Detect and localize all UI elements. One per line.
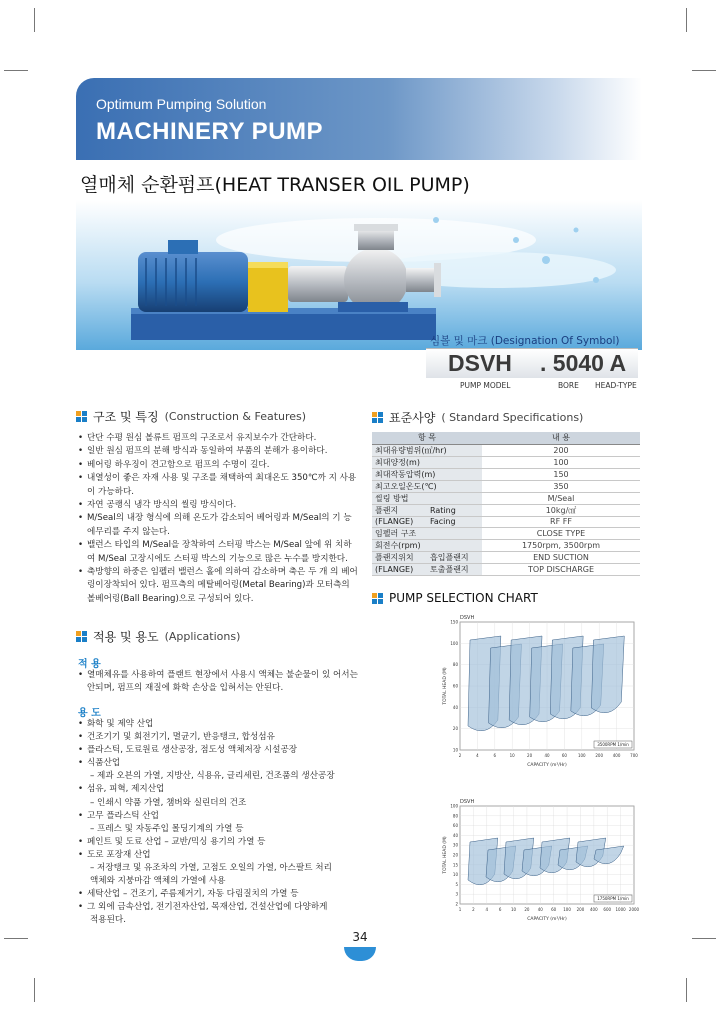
use-list bbox=[78, 718, 368, 928]
spec-heading-en: ( Standard Specifications) bbox=[441, 411, 584, 424]
x-tick-label: 10 bbox=[510, 907, 517, 912]
chart-svg bbox=[440, 612, 640, 772]
spec-key: (FLANGE) bbox=[372, 564, 427, 576]
x-tick-label: 1000 bbox=[615, 907, 626, 912]
list-item: • 단단 수평 원심 볼류트 펌프의 구조로서 유지보수가 간단하다. bbox=[78, 432, 358, 445]
x-tick-label: 400 bbox=[590, 907, 598, 912]
list-item: • 식품산업 bbox=[78, 757, 368, 770]
list-item: – 저장탱크 및 유조차의 가열, 고점도 오일의 가열, 아스팔트 처리 bbox=[90, 863, 332, 874]
chart-svg bbox=[440, 796, 640, 926]
list-item: 액체와 지붕마감 액체의 가열에 사용 bbox=[90, 876, 226, 887]
spec-value: END SUCTION bbox=[482, 552, 640, 564]
list-item: – 프레스 및 자동주입 몰딩기계의 가열 등 bbox=[90, 823, 244, 834]
y-tick-label: 20 bbox=[452, 852, 458, 858]
x-tick-label: 4 bbox=[476, 753, 479, 758]
list-item: • 플라스틱, 도료원료 생산공장, 점도성 액체저장 시설공장 bbox=[78, 744, 368, 757]
selection-chart-3500 bbox=[440, 612, 640, 772]
table-row bbox=[372, 444, 640, 456]
table-row bbox=[372, 516, 640, 528]
list-item: • 섬유, 피혁, 제지산업 bbox=[78, 783, 368, 796]
spec-subkey: 토출플랜지 bbox=[427, 564, 482, 576]
applications-heading-en: (Applications) bbox=[164, 630, 241, 643]
list-item: • 고무 플라스틱 산업 bbox=[78, 810, 368, 823]
label-pump-model: PUMP MODEL bbox=[460, 381, 511, 390]
crop-mark bbox=[34, 8, 35, 32]
x-tick-label: 100 bbox=[563, 907, 571, 912]
selection-heading: PUMP SELECTION CHART bbox=[389, 591, 538, 605]
designation-bore: . 5040 A bbox=[540, 350, 627, 376]
y-tick-label: 10 bbox=[452, 747, 458, 753]
section-spec-heading bbox=[372, 409, 583, 426]
list-item: • 화학 및 제약 산업 bbox=[78, 718, 368, 731]
y-tick-label: 10 bbox=[452, 872, 458, 878]
table-row bbox=[372, 540, 640, 552]
spec-key: 플랜지 bbox=[372, 504, 427, 516]
spec-value: 150 bbox=[482, 468, 640, 480]
use-title: 용 도 bbox=[78, 708, 101, 719]
spec-value: 350 bbox=[482, 480, 640, 492]
y-tick-label: 40 bbox=[452, 832, 458, 838]
x-tick-label: 40 bbox=[544, 753, 550, 758]
header-title: MACHINERY PUMP bbox=[96, 118, 324, 145]
list-item: • 세탁산업 – 건조기, 주름제거기, 자동 다림질치의 가열 등 bbox=[78, 888, 368, 901]
x-tick-label: 10 bbox=[509, 753, 515, 758]
crop-mark bbox=[4, 70, 28, 71]
apply-title: 적 용 bbox=[78, 659, 101, 670]
table-row bbox=[372, 528, 640, 540]
section-marker-icon bbox=[372, 412, 383, 423]
section-marker-icon bbox=[76, 411, 87, 422]
list-item: • 내열성이 좋은 자재 사용 및 구조를 채택하여 최대온도 350℃까 지 사용이 가능하다. bbox=[78, 472, 358, 499]
x-tick-label: 6 bbox=[493, 753, 497, 758]
section-marker-icon bbox=[76, 631, 87, 642]
construction-list bbox=[78, 432, 358, 606]
chart-title: DSVH bbox=[460, 799, 475, 805]
y-tick-label: 100 bbox=[450, 803, 458, 809]
list-item: • 도로 포장재 산업 bbox=[78, 849, 368, 862]
crop-mark bbox=[34, 978, 35, 1002]
table-row bbox=[372, 552, 640, 564]
spec-key: 최대유량범위(㎥/hr) bbox=[372, 444, 482, 456]
spec-value: 1750rpm, 3500rpm bbox=[482, 540, 640, 552]
list-item: • 그 외에 금속산업, 전기전자산업, 목재산업, 건설산업에 다양하게 bbox=[78, 901, 368, 914]
spec-key: (FLANGE) bbox=[372, 516, 427, 528]
list-item: • 건조기기 및 회전기기, 멸균기, 반응탱크, 합성섬유 bbox=[78, 731, 368, 744]
list-item: • 베어링 하우징이 견고함으로 펌프의 수명이 길다. bbox=[78, 459, 358, 472]
table-row bbox=[372, 480, 640, 492]
spec-table bbox=[372, 432, 640, 576]
section-applications-heading bbox=[76, 628, 240, 645]
label-head-type: HEAD-TYPE bbox=[595, 381, 637, 390]
speed-label: 1750RPM 1/min bbox=[597, 896, 629, 901]
list-item: • 축방향의 하중은 임펠러 밸런스 홀에 의하여 감소하며 축은 두 개 의 베어링이장착되어 있다. 펌프측의 메탈베어링(Metal Bearing)과 모터측의 볼베어링(Ball Bearing)으로 구성되어 있다. bbox=[78, 566, 358, 606]
y-tick-label: 20 bbox=[452, 726, 458, 732]
section-marker-icon bbox=[372, 593, 383, 604]
crop-mark bbox=[686, 8, 687, 32]
speed-label: 3500RPM 1/min bbox=[597, 742, 629, 747]
y-tick-label: 3 bbox=[455, 891, 458, 897]
x-tick-label: 40 bbox=[537, 907, 543, 912]
product-title: 열매체 순환펌프(HEAT TRANSER OIL PUMP) bbox=[80, 174, 470, 196]
y-tick-label: 60 bbox=[452, 823, 458, 829]
x-tick-label: 20 bbox=[524, 907, 530, 912]
table-row bbox=[372, 492, 640, 504]
spec-subkey: Facing bbox=[427, 516, 482, 528]
table-row bbox=[372, 468, 640, 480]
performance-region bbox=[591, 636, 624, 713]
list-item: • 자연 공랭식 냉각 방식의 씰링 방식이다. bbox=[78, 499, 358, 512]
y-tick-label: 5 bbox=[455, 881, 458, 887]
spec-value: 200 bbox=[482, 444, 640, 456]
crop-mark bbox=[686, 978, 687, 1002]
x-tick-label: 400 bbox=[612, 753, 621, 758]
list-item: • M/Seal의 내장 형식에 의해 온도가 감소되어 베어링과 M/Seal의 기 능에무리를 주지 않는다. bbox=[78, 512, 358, 539]
table-row bbox=[372, 504, 640, 516]
designation-title: 심볼 및 마크 (Designation Of Symbol) bbox=[430, 335, 620, 347]
spec-subkey: 흡입플랜지 bbox=[427, 552, 482, 564]
x-tick-label: 2 bbox=[472, 907, 475, 912]
construction-heading-en: (Construction & Features) bbox=[164, 410, 307, 423]
x-axis-label: CAPACITY (m³/Hr) bbox=[527, 917, 567, 922]
list-item: • 밸런스 타입의 M/Seal을 장착하여 스터핑 박스는 M/Seal 앞에 위 치하여 M/Seal 고장시에도 스터핑 박스의 기능으로 많은 누수를 방지한다. bbox=[78, 539, 358, 566]
y-tick-label: 30 bbox=[452, 842, 458, 848]
pump-illustration bbox=[76, 200, 642, 350]
spec-value: M/Seal bbox=[482, 492, 640, 504]
spec-key: 임펠러 구조 bbox=[372, 528, 482, 540]
x-tick-label: 60 bbox=[551, 907, 557, 912]
spec-subkey: Rating bbox=[427, 504, 482, 516]
selection-chart-1750 bbox=[440, 796, 640, 926]
y-tick-label: 100 bbox=[450, 640, 458, 646]
crop-mark bbox=[692, 938, 716, 939]
pump-photo bbox=[76, 200, 642, 350]
y-tick-label: 40 bbox=[452, 704, 458, 710]
spec-header-content: 내 용 bbox=[482, 432, 640, 444]
x-axis-label: CAPACITY (m³/Hr) bbox=[527, 763, 567, 768]
x-tick-label: 2000 bbox=[628, 907, 640, 912]
x-tick-label: 700 bbox=[630, 753, 638, 758]
y-axis-label: TOTAL HEAD (M) bbox=[443, 836, 448, 874]
x-tick-label: 200 bbox=[576, 907, 585, 912]
spec-key: 최대작동압력(m) bbox=[372, 468, 482, 480]
table-row bbox=[372, 564, 640, 576]
y-tick-label: 80 bbox=[452, 813, 458, 819]
list-item: • 페인트 및 도료 산업 – 교반/믹싱 용기의 가열 등 bbox=[78, 836, 368, 849]
x-tick-label: 2 bbox=[458, 753, 462, 758]
x-tick-label: 100 bbox=[577, 753, 586, 758]
applications-heading-ko: 적용 및 용도 bbox=[93, 630, 159, 644]
spec-key: 씰링 방법 bbox=[372, 492, 482, 504]
spec-header-item: 항 목 bbox=[372, 432, 482, 444]
spec-value: CLOSE TYPE bbox=[482, 528, 640, 540]
list-item: 적용된다. bbox=[90, 915, 126, 926]
x-tick-label: 20 bbox=[527, 753, 533, 758]
section-construction-heading bbox=[76, 408, 306, 425]
header-banner bbox=[76, 78, 642, 160]
spec-value: TOP DISCHARGE bbox=[482, 564, 640, 576]
x-tick-label: 600 bbox=[603, 907, 612, 912]
spec-heading-ko: 표준사양 bbox=[389, 411, 436, 425]
y-tick-label: 80 bbox=[452, 662, 458, 668]
page-tab bbox=[344, 947, 376, 961]
x-tick-label: 200 bbox=[595, 753, 604, 758]
crop-mark bbox=[4, 938, 28, 939]
x-tick-label: 4 bbox=[485, 907, 489, 912]
construction-heading-ko: 구조 및 특징 bbox=[93, 410, 159, 424]
spec-value: RF FF bbox=[482, 516, 640, 528]
x-tick-label: 6 bbox=[498, 907, 502, 912]
label-bore: BORE bbox=[558, 381, 579, 390]
y-axis-label: TOTAL HEAD (M) bbox=[443, 667, 448, 705]
page-number: 34 bbox=[352, 930, 368, 944]
spec-value: 10kg/㎠ bbox=[482, 504, 640, 516]
y-tick-label: 15 bbox=[452, 862, 458, 868]
list-item: • 일반 원심 펌프의 분해 방식과 동일하여 부품의 분해가 용이하다. bbox=[78, 445, 358, 458]
crop-mark bbox=[692, 70, 716, 71]
apply-list bbox=[78, 669, 358, 696]
list-item: • 열매체유를 사용하여 플랜트 현장에서 사용시 액체는 불순물이 있 어서는 안되며, 펌프의 재질에 화학 손상을 입혀서는 안된다. bbox=[78, 669, 358, 696]
y-tick-label: 2 bbox=[455, 901, 458, 907]
chart-title: DSVH bbox=[460, 615, 475, 621]
spec-key: 최고오일온도(℃) bbox=[372, 480, 482, 492]
x-tick-label: 60 bbox=[561, 753, 567, 758]
list-item: – 인쇄시 약품 가열, 챔버와 실린더의 건조 bbox=[90, 797, 247, 808]
y-tick-label: 150 bbox=[450, 619, 458, 625]
section-selection-heading bbox=[372, 591, 538, 605]
list-item: – 제과 오븐의 가열, 지방산, 식용유, 글리세린, 건조품의 생산공장 bbox=[90, 771, 335, 782]
x-tick-label: 1 bbox=[458, 907, 462, 912]
spec-key: 최대양정(m) bbox=[372, 456, 482, 468]
spec-key: 회전수(rpm) bbox=[372, 540, 482, 552]
designation-code: DSVH bbox=[448, 350, 512, 376]
y-tick-label: 60 bbox=[452, 683, 458, 689]
table-row bbox=[372, 456, 640, 468]
header-subtitle: Optimum Pumping Solution bbox=[96, 96, 267, 112]
spec-value: 100 bbox=[482, 456, 640, 468]
spec-key: 플랜지위치 bbox=[372, 552, 427, 564]
